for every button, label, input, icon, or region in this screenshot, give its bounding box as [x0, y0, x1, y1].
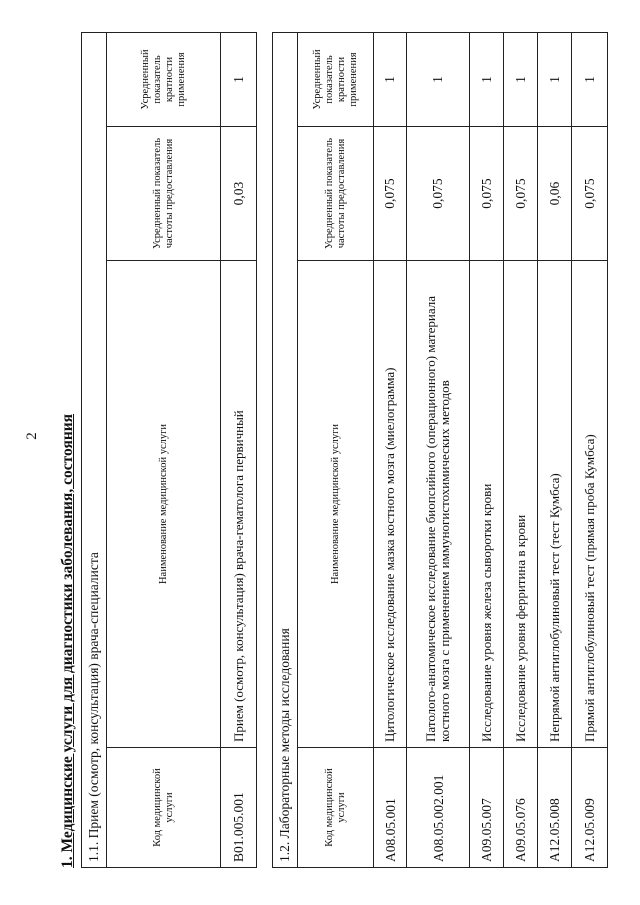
laboratory-table	[272, 32, 608, 868]
header-multiplicity: Усредненный показатель кратности применения	[298, 32, 374, 126]
service-code: A08.05.002.001	[407, 748, 470, 868]
frequency-value: 0,06	[538, 127, 572, 261]
consultation-table	[81, 32, 257, 868]
multiplicity-value: 1	[504, 32, 538, 126]
multiplicity-value: 1	[221, 33, 257, 127]
service-name: Непрямой антиглобулиновый тест (тест Кумбса)	[538, 261, 572, 748]
table-caption: 1.1. Прием (осмотр, консультация) врача-специалиста	[82, 33, 107, 868]
frequency-value: 0,075	[504, 127, 538, 261]
service-code: A08.05.001	[374, 748, 407, 868]
service-name: Прием (осмотр, консультация) врача-гематолога первичный	[221, 261, 257, 748]
page-number: 2	[24, 432, 40, 440]
service-name: Цитологическое исследование мазка костного мозга (миелограмма)	[374, 261, 407, 748]
table-caption: 1.2. Лабораторные методы исследования	[273, 32, 298, 867]
service-code: A12.05.008	[538, 748, 572, 868]
service-name: Исследование уровня железа сыворотки крови	[470, 261, 504, 748]
service-code: A12.05.009	[572, 748, 608, 868]
frequency-value: 0,075	[374, 127, 407, 261]
service-name: Патолого-анатомическое исследование биопсийного (операционного) материала костного мозга с применением иммуногистохимических методов	[407, 261, 470, 748]
rotated-page-content	[57, 18, 622, 868]
table-row	[221, 33, 257, 868]
frequency-value: 0,075	[407, 127, 470, 261]
section-title: 1. Медицинские услуги для диагностики заболевания, состояния	[59, 413, 76, 868]
multiplicity-value: 1	[374, 32, 407, 126]
header-frequency: Усредненный показатель частоты предоставления	[298, 127, 374, 261]
table-row	[374, 32, 407, 867]
service-name: Исследование уровня ферритина в крови	[504, 261, 538, 748]
service-code: A09.05.007	[470, 748, 504, 868]
header-frequency: Усредненный показатель частоты предоставления	[107, 127, 221, 261]
multiplicity-value: 1	[572, 32, 608, 126]
frequency-value: 0,075	[572, 127, 608, 261]
table-row	[572, 32, 608, 867]
header-name: Наименование медицинской услуги	[107, 261, 221, 748]
table-row	[504, 32, 538, 867]
table-row	[538, 32, 572, 867]
multiplicity-value: 1	[538, 32, 572, 126]
service-code: A09.05.076	[504, 748, 538, 868]
table-header-row	[298, 32, 374, 867]
header-name: Наименование медицинской услуги	[298, 261, 374, 748]
service-name: Прямой антиглобулиновый тест (прямая проба Кумбса)	[572, 261, 608, 748]
table-row	[407, 32, 470, 867]
table-caption-row	[82, 33, 107, 868]
multiplicity-value: 1	[470, 32, 504, 126]
table-header-row	[107, 33, 221, 868]
header-multiplicity: Усредненный показатель кратности применения	[107, 33, 221, 127]
table-row	[470, 32, 504, 867]
frequency-value: 0,03	[221, 127, 257, 261]
multiplicity-value: 1	[407, 32, 470, 126]
header-code: Код медицинской услуги	[107, 748, 221, 868]
header-code: Код медицинской услуги	[298, 748, 374, 868]
table-caption-row	[273, 32, 298, 867]
frequency-value: 0,075	[470, 127, 504, 261]
service-code: B01.005.001	[221, 748, 257, 868]
